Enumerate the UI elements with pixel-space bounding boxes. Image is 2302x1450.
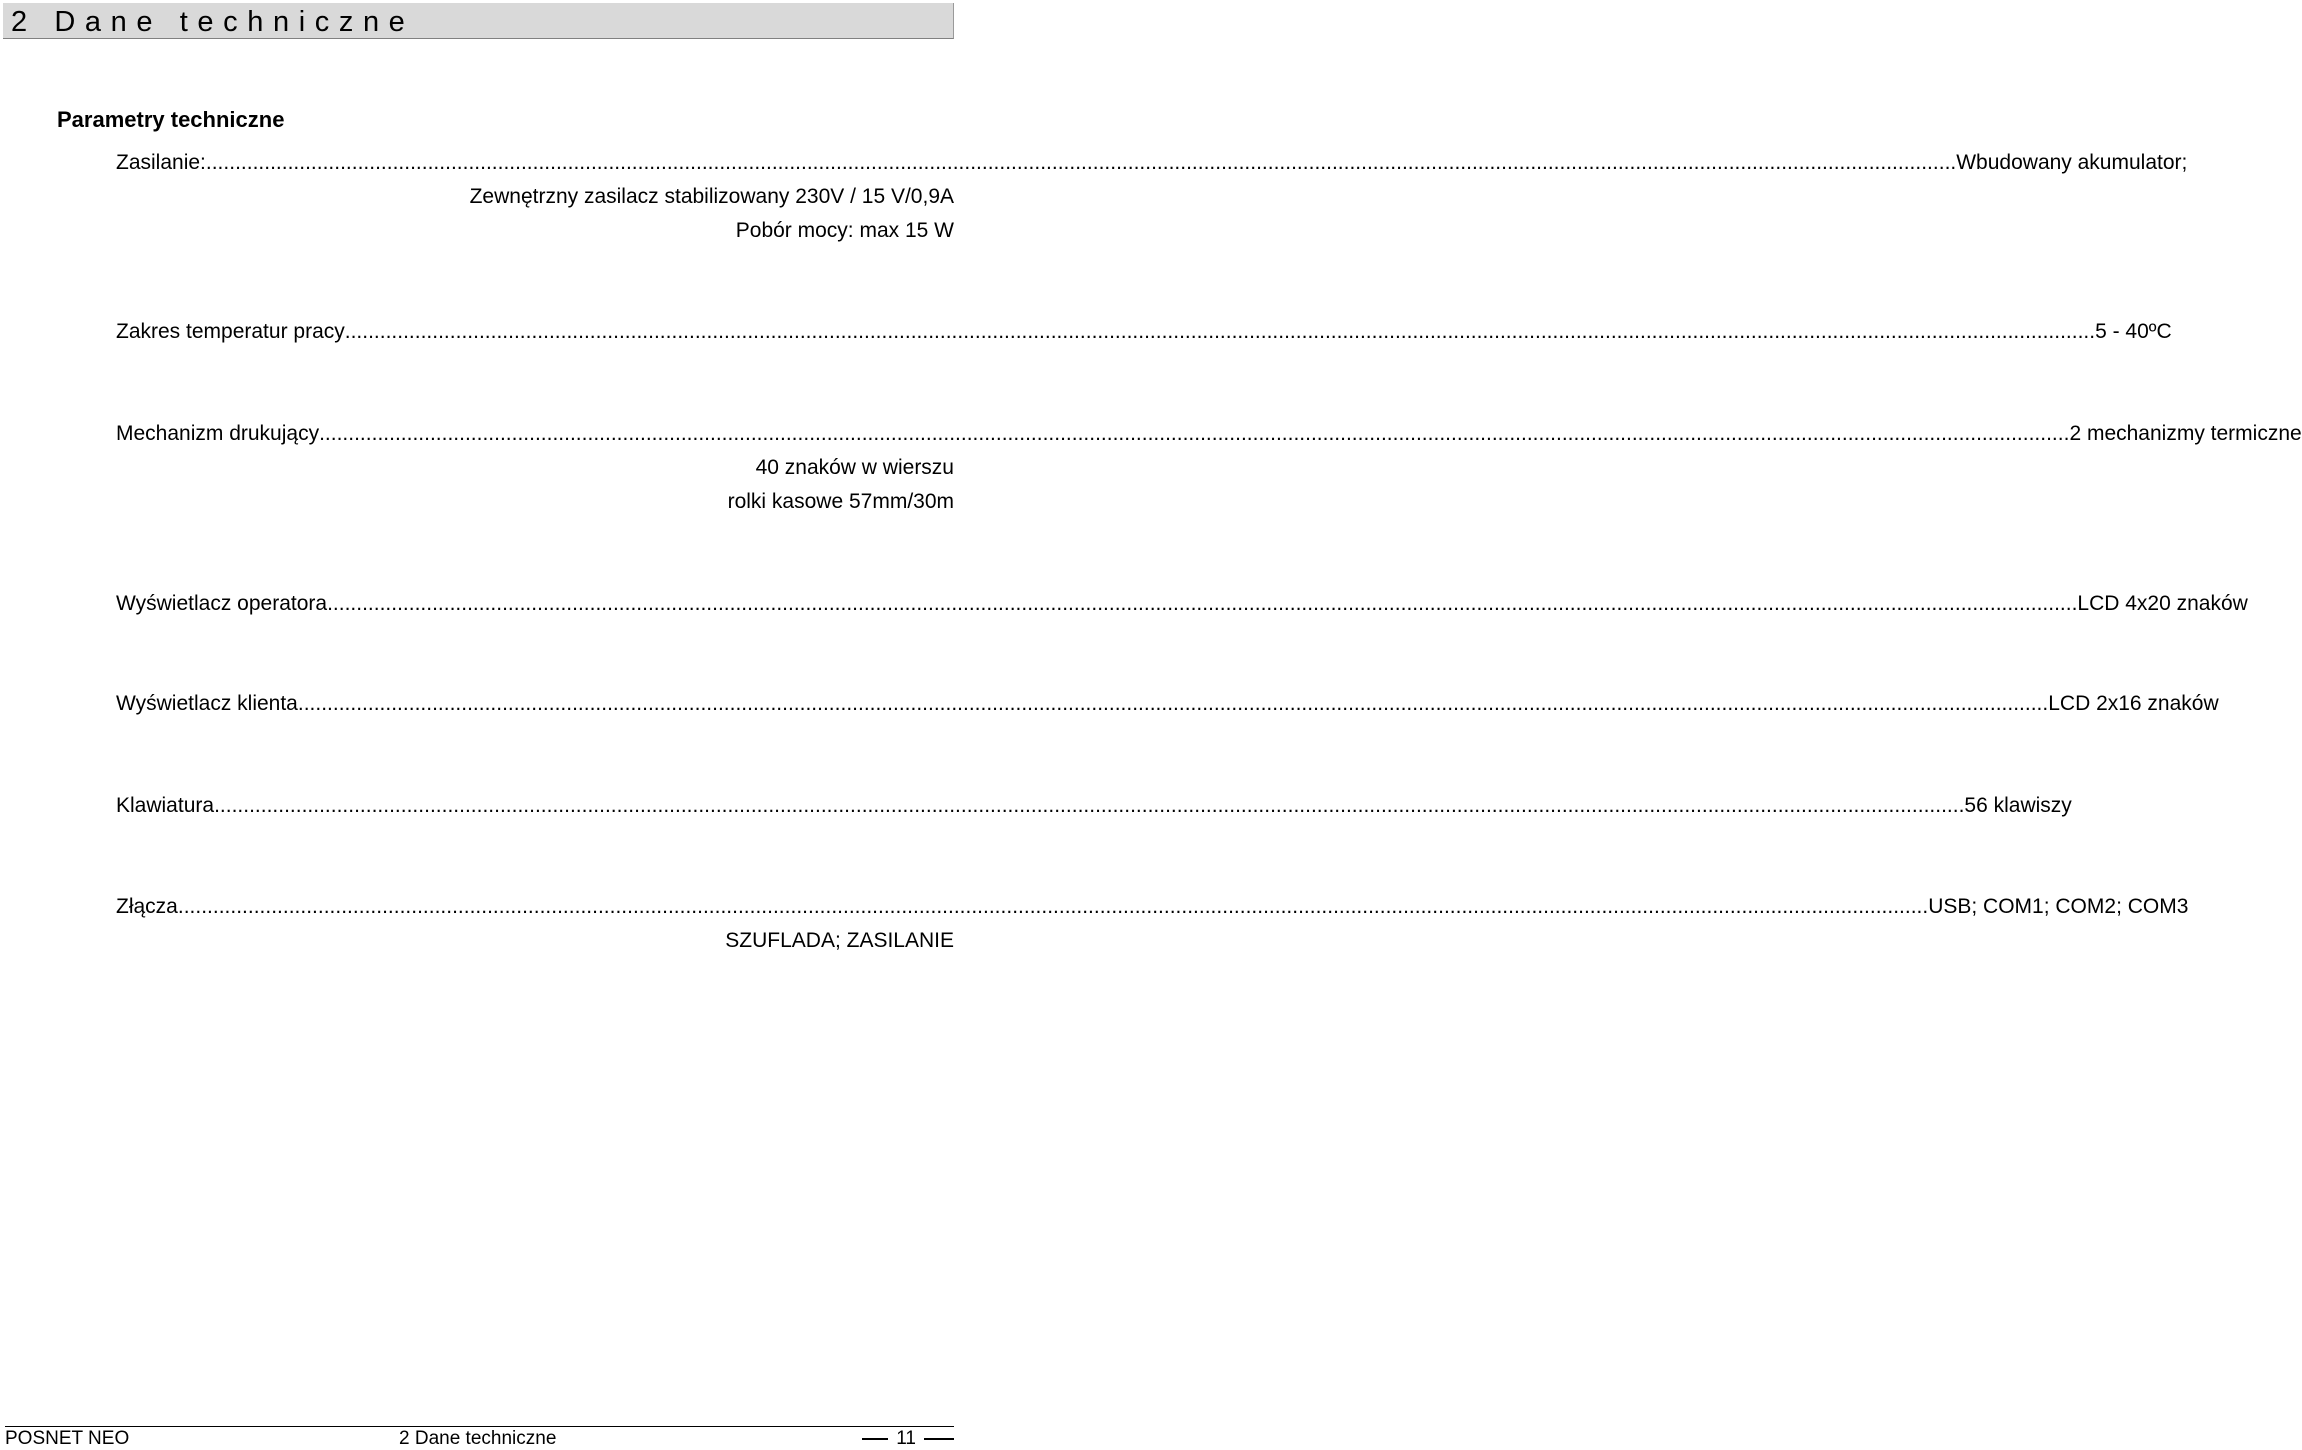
- page-number: 11: [896, 1428, 916, 1449]
- spec-row-operator-display: [116, 590, 2248, 618]
- footer-page-number: [862, 1428, 954, 1450]
- spec-continuation: rolki kasowe 57mm/30m: [727, 490, 954, 513]
- spec-label: Wyświetlacz klienta: [116, 692, 298, 715]
- spec-continuation: 40 znaków w wierszu: [755, 456, 954, 479]
- spec-value: LCD 2x16 znaków: [2048, 692, 2219, 715]
- dot-leader: ............................................................................................................................................................................................................................................................................................................: [344, 320, 2096, 343]
- spec-value: USB; COM1; COM2; COM3: [1928, 895, 2189, 918]
- chapter-title: 2 Dane techniczne: [11, 6, 415, 38]
- dot-leader: ............................................................................................................................................................................................................................................................................................................: [214, 794, 1965, 817]
- dot-leader: ............................................................................................................................................................................................................................................................................................................: [205, 151, 1957, 174]
- spec-continuation: Zewnętrzny zasilacz stabilizowany 230V / 15 V/0,9A: [469, 185, 954, 208]
- spec-row-power: [116, 149, 2188, 177]
- spec-row-printer: [116, 420, 2302, 448]
- spec-value: LCD 4x20 znaków: [2077, 592, 2248, 615]
- dot-leader: ............................................................................................................................................................................................................................................................................................................: [297, 692, 2049, 715]
- spec-value: 5 - 40ºC: [2095, 320, 2172, 343]
- spec-row-temperature: [116, 318, 2172, 346]
- spec-label: Zasilanie:: [116, 151, 206, 174]
- spec-label: Mechanizm drukujący: [116, 422, 320, 445]
- dot-leader: ............................................................................................................................................................................................................................................................................................................: [177, 895, 1929, 918]
- section-title: Parametry techniczne: [57, 107, 285, 132]
- spec-label: Złącza: [116, 895, 178, 918]
- chapter-header-bar: [3, 3, 954, 39]
- footer-chapter-name: 2 Dane techniczne: [399, 1428, 557, 1449]
- spec-label: Zakres temperatur pracy: [116, 320, 345, 343]
- spec-continuation: Pobór mocy: max 15 W: [735, 219, 954, 242]
- spec-value: 2 mechanizmy termiczne: [2069, 422, 2302, 445]
- footer-rule: [5, 1426, 954, 1427]
- spec-value: Wbudowany akumulator;: [1956, 151, 2188, 174]
- footer-product-name: POSNET NEO: [5, 1428, 130, 1449]
- dot-leader: ............................................................................................................................................................................................................................................................................................................: [327, 592, 2078, 615]
- spec-value: 56 klawiszy: [1964, 794, 2072, 817]
- footer-dash: [924, 1438, 954, 1440]
- spec-row-customer-display: [116, 690, 2219, 718]
- spec-label: Klawiatura: [116, 794, 215, 817]
- spec-row-keyboard: [116, 792, 2072, 820]
- dot-leader: ............................................................................................................................................................................................................................................................................................................: [319, 422, 2070, 445]
- spec-label: Wyświetlacz operatora: [116, 592, 328, 615]
- spec-continuation: SZUFLADA; ZASILANIE: [725, 929, 954, 952]
- spec-row-connectors: [116, 893, 2189, 921]
- footer-dash: [862, 1438, 888, 1440]
